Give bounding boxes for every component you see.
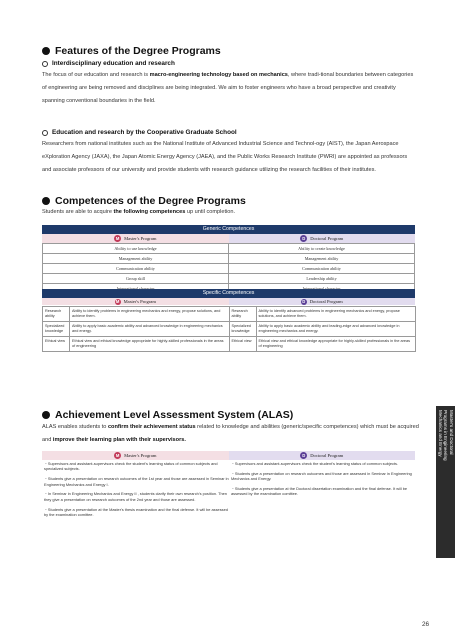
table-cell: Group skill <box>43 274 229 284</box>
table-cell: Ability to apply basic academic ability and advanced knowledge in engineering mechanics and energy. <box>70 322 230 337</box>
table-row <box>43 307 416 322</box>
list-item: ・Supervisors and assistant-supervisors check the student's learning status of common subjects and specialized subjects. <box>44 461 218 472</box>
masters-program-text: Master's Program <box>124 453 157 458</box>
bullet-dot-icon <box>42 411 50 419</box>
table-cell: Management ability <box>229 254 415 264</box>
doctoral-program-text: Doctoral Program <box>309 299 343 304</box>
cooperative-subheading-text: Education and research by the Cooperative Graduate School <box>52 129 237 136</box>
page-number: 26 <box>422 621 430 628</box>
emphasis-text: improve their learning plan with their supervisors. <box>52 437 186 443</box>
doctoral-program-label <box>229 298 416 305</box>
table-cell: Leadership ability <box>229 274 415 284</box>
masters-badge-icon: M <box>115 453 120 458</box>
table-row <box>43 254 415 264</box>
alas-masters-list <box>44 461 229 522</box>
specific-competences-table <box>42 306 416 352</box>
table-row <box>43 322 416 337</box>
table-cell: Research ability <box>229 307 256 322</box>
side-tab-line: Programs in Engineering <box>443 410 449 461</box>
table-cell: Communication ability <box>43 264 229 274</box>
features-heading <box>42 45 221 57</box>
table-cell: Ability to apply basic academic ability and leading-edge and advanced knowledge in engineering mechanics and energy. <box>256 322 416 337</box>
interdisciplinary-subheading <box>42 60 175 67</box>
list-item: ・Supervisors and assistant-supervisors check the student's learning status of common subjects. <box>231 461 399 466</box>
table-row <box>43 274 415 284</box>
alas-heading-text: Achievement Level Assessment System (ALAS) <box>55 409 294 421</box>
doctoral-badge-icon: D <box>302 299 306 304</box>
doctoral-program-label <box>229 234 416 243</box>
emphasis-text: macro-engineering technology based on mechanics <box>149 72 288 78</box>
masters-program-label <box>42 234 229 243</box>
bullet-dot-icon <box>42 197 50 205</box>
alas-doctoral-list <box>231 461 416 501</box>
side-tab-text <box>435 406 455 558</box>
masters-program-label <box>42 451 229 460</box>
doctoral-program-text: Doctoral Program <box>310 453 344 458</box>
bullet-dot-icon <box>42 47 50 55</box>
list-item: ・Students give a presentation on research outcomes and those are assessed in Seminar in Engineering Mechanics and Energy. <box>231 470 412 482</box>
table-cell: Ethical view and ethical knowledge appropriate for highly-skilled professionals in the areas of engineering <box>70 337 230 352</box>
doctoral-badge-icon: D <box>302 453 306 458</box>
list-item: ・Students give a presentation on research outcomes of the 1st year and those are assessed in Seminar in Engineering Mechanics and Energy I. <box>44 476 229 487</box>
specific-competences-bar: Specific Competences <box>42 289 415 298</box>
table-cell: Ability to identify problems in engineering mechanics and energy, propose solutions, and achieve them. <box>70 307 230 322</box>
table-cell: Ability to identify advanced problems in engineering mechanics and energy, propose solutions, and achieve them. <box>256 307 416 322</box>
list-item: ・In Seminar in Engineering Mechanics and Energy II , students clarify their own research's position. Then they give a presentation on research outcomes of the 2nd year and those are assessed. <box>44 491 227 502</box>
body-text: , where tradi-tional boundaries between categories of engineering are being removed and disciplines are being integrated. We aim to foster engineers who have a broad perspective and creativity spanning conventional boundaries in the field. <box>42 72 414 104</box>
competences-heading-text: Competences of the Degree Programs <box>55 195 246 207</box>
table-cell: Communication ability <box>229 264 415 274</box>
side-tab <box>436 406 455 558</box>
competences-intro <box>42 206 418 219</box>
masters-program-label <box>42 298 229 305</box>
interdisciplinary-subheading-text: Interdisciplinary education and research <box>52 60 175 67</box>
alas-intro <box>42 421 422 447</box>
doctoral-badge-icon: D <box>302 236 306 241</box>
table-cell: Ability to use knowledge <box>43 244 229 254</box>
table-row <box>43 337 416 352</box>
side-tab-line: Master's and Doctoral <box>449 410 454 455</box>
alas-heading <box>42 409 293 421</box>
table-cell: Specialized knowledge <box>229 322 256 337</box>
specific-program-header <box>42 298 415 305</box>
list-item: ・Students give a presentation at the Master's thesis examination and the final defense. It will be assessed by the examination comittee. <box>44 506 228 518</box>
masters-program-text: Master's Program <box>123 299 156 304</box>
masters-badge-icon: M <box>115 299 120 304</box>
table-cell: Specialized knowledge <box>43 322 70 337</box>
generic-program-header <box>42 234 415 243</box>
masters-program-text: Master's Program <box>124 236 157 241</box>
table-cell: Ability to create knowledge <box>229 244 415 254</box>
interdisciplinary-text <box>42 69 418 108</box>
masters-badge-icon: M <box>115 236 120 241</box>
body-text: Students are able to acquire <box>42 209 114 215</box>
body-text: up until completion. <box>185 209 236 215</box>
generic-competences-table <box>42 243 415 294</box>
doctoral-program-text: Doctoral Program <box>310 236 344 241</box>
table-cell: Ethical view and ethical knowledge appropriate for highly-skilled professionals in the areas of engineering <box>256 337 416 352</box>
features-heading-text: Features of the Degree Programs <box>55 45 221 57</box>
circle-bullet-icon <box>42 130 48 136</box>
generic-competences-bar: Generic Competences <box>42 225 415 234</box>
table-cell: Ethical view <box>43 337 70 352</box>
body-text: The focus of our education and research is <box>42 72 150 78</box>
alas-program-header <box>42 451 415 460</box>
side-tab-line: Mechanics and Energy <box>437 410 443 457</box>
body-text: ALAS enables students to <box>42 424 108 430</box>
emphasis-text: confirm their achievement status <box>107 424 196 430</box>
table-row <box>43 264 415 274</box>
doctoral-program-label <box>229 451 416 460</box>
list-item: ・Students give a presentation at the Doctoral dissertation examination and the final defense. It will be assessed by the examination comittee. <box>231 486 408 497</box>
table-row <box>43 244 415 254</box>
table-cell: Ethical view <box>229 337 256 352</box>
circle-bullet-icon <box>42 61 48 67</box>
cooperative-subheading <box>42 129 237 136</box>
emphasis-text: the following competences <box>113 209 186 215</box>
cooperative-text: Researchers from national institutes such as the National Institute of Advanced Industrial Science and Technol-ogy (AIST), the Japan Aerospace eXploration Agency (JAXA), the Japan Atomic Energy Agency (JAEA), and the Public Works Research Institute (PWRI) are appointed as professors and associate professors of our university and provide students with research guidance utilizing the research facilities of their institutes. <box>42 141 408 173</box>
table-cell: Research ability <box>43 307 70 322</box>
body-text: related to knowledge and abilities (generic/specific competences) which must be acquired and <box>42 424 419 443</box>
table-cell: Management ability <box>43 254 229 264</box>
